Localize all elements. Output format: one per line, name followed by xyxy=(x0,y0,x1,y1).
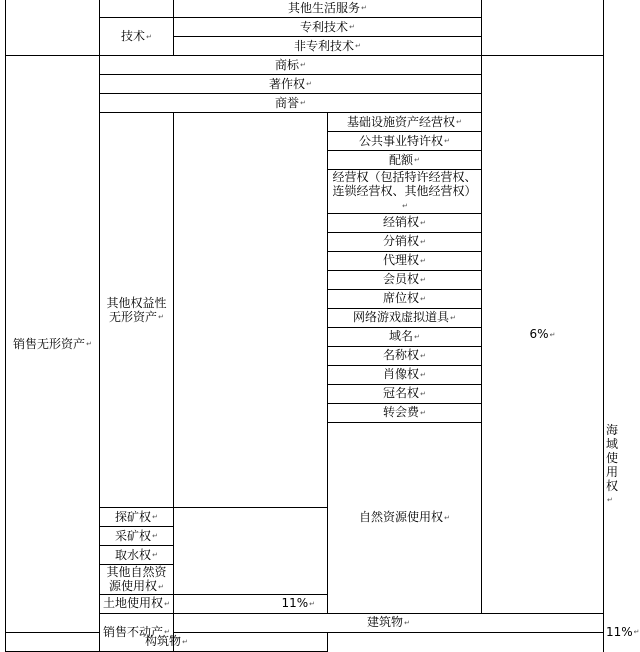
item-cell: 转会费↵ xyxy=(328,403,482,422)
item-cell: 网络游戏虚拟道具↵ xyxy=(328,308,482,327)
item-cell: 非专利技术↵ xyxy=(174,37,482,56)
item-cell: 取水权↵ xyxy=(100,546,174,565)
item-cell: 构筑物↵ xyxy=(6,632,328,651)
item-cell: 经销权↵ xyxy=(328,213,482,232)
item-cell: 席位权↵ xyxy=(328,289,482,308)
prev-rate-cell xyxy=(482,0,604,56)
item-cell: 冠名权↵ xyxy=(328,384,482,403)
prev-category-cell xyxy=(6,0,100,56)
table-row xyxy=(6,0,604,18)
item-cell: 其他自然资源使用权↵ xyxy=(100,565,174,595)
item-cell: 肖像权↵ xyxy=(328,365,482,384)
item-cell: 商誉↵ xyxy=(100,94,482,113)
other-rights-cell: 其他权益性无形资产↵ xyxy=(100,113,174,508)
item-cell: 名称权↵ xyxy=(328,346,482,365)
item-cell: 域名↵ xyxy=(328,327,482,346)
item-cell: 建筑物↵ xyxy=(174,613,604,632)
natural-resources-cell: 自然资源使用权↵ xyxy=(328,422,482,613)
table-row xyxy=(6,56,604,75)
table-row: 销售不动产↵ 建筑物↵ 11%↵ xyxy=(6,613,604,632)
blank-cell xyxy=(174,113,328,508)
item-cell: 著作权↵ xyxy=(100,75,482,94)
item-cell: 专利技术↵ xyxy=(174,18,482,37)
tech-cell: 技术↵ xyxy=(100,18,174,56)
item-cell: 代理权↵ xyxy=(328,251,482,270)
table-row: 自然资源使用权↵ 海域使用权↵ xyxy=(6,422,604,508)
item-cell: 会员权↵ xyxy=(328,270,482,289)
land-rate-cell: 11%↵ xyxy=(174,594,328,613)
item-cell: 探矿权↵ xyxy=(100,508,174,527)
item-cell: 公共事业特许权↵ xyxy=(328,132,482,151)
item-cell: 分销权↵ xyxy=(328,232,482,251)
sell-real-estate-category-cell: 销售不动产↵ xyxy=(100,613,174,651)
item-cell: 基础设施资产经营权↵ xyxy=(328,113,482,132)
item-cell: 配额↵ xyxy=(328,151,482,170)
tax-rate-table xyxy=(5,0,640,652)
item-cell: 土地使用权↵ xyxy=(100,594,174,613)
item-cell: 其他生活服务↵ xyxy=(174,0,482,18)
item-cell: 商标↵ xyxy=(100,56,482,75)
item-cell: 经营权（包括特许经营权、连锁经营权、其他经营权）↵ xyxy=(328,170,482,214)
table-row xyxy=(6,632,604,651)
intangible-rate-cell: 6%↵ xyxy=(482,56,604,614)
prev-subcategory-cell xyxy=(100,0,174,18)
sell-intangible-category-cell: 销售无形资产↵ xyxy=(6,56,100,633)
item-cell: 采矿权↵ xyxy=(100,527,174,546)
